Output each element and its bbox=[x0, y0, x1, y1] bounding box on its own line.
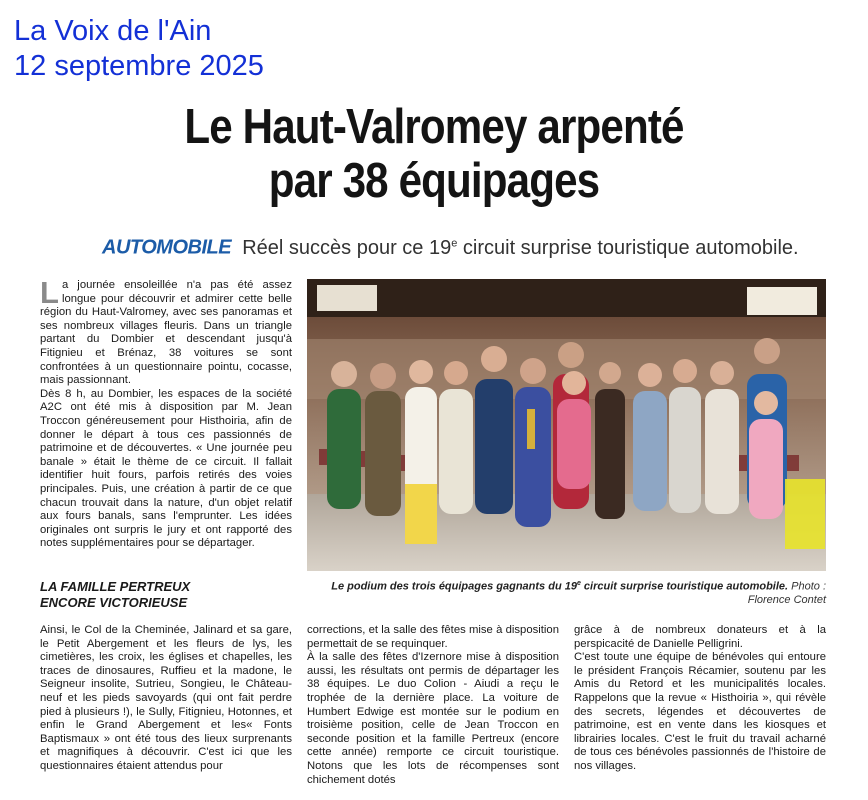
column-2-paragraph-1: corrections, et la salle des fêtes mise à disposition permettait de se requinquer. bbox=[307, 624, 559, 650]
headline-line-2: par 38 équipages bbox=[268, 154, 600, 208]
intro-column bbox=[40, 275, 292, 551]
headline-line-1: Le Haut-Valromey arpenté bbox=[184, 100, 684, 154]
subtitle bbox=[237, 237, 799, 259]
paragraph-2: Dès 8 h, au Dombier, les espaces de la société A2C ont été mis à disposition par M. Jean Troccon généreusement pour Histhoiria, afin de donner le départ à tous ces passionnés de patrimoine et de découvertes. « Une journée peu banale » était le thème de ce circuit. Il fallait identifier huit fours, parfois retirés des voies principales. Puis, une création à partir de ce que chacun trouvait dans la nature, d'un objet relatif aux fours banals, sans l'emprunter. Les idées originales ont surpris le jury et ont rapporté des notes supplémentaires pour se départager. bbox=[40, 387, 292, 550]
column-3-paragraph-2: C'est toute une équipe de bénévoles qui entoure le président François Récamier, soutenu par les Amis du Retord et les municipalités locales. Rappelons que la revue « Histhoiria », qui révèle des secrets, légendes et découvertes de patrimoine, est en vente dans les kiosques et librairies locales. C'est le fruit du travail acharné de tous ces bénévoles passionnés de l'histoire de nos villages. bbox=[574, 651, 826, 772]
section-title-line-1: LA FAMILLE PERTREUX bbox=[40, 579, 191, 594]
group-photo bbox=[307, 279, 826, 571]
caption-credit-name: Florence Contet bbox=[747, 593, 826, 606]
column-2-paragraph-2: À la salle des fêtes d'Izernore mise à disposition aussi, les résultats ont permis de départager les 38 équipes. Le duo Colion - Aiudi a reçu le trophée de la dernière place. La voiture de Humbert Edwige est montée sur le podium en troisième position, celle de Jean Troccon en seconde position et la famille Pertreux (encore cette année) remporte ce circuit touristique. Notons que les lots de récompenses sont chichement dotés bbox=[307, 651, 559, 786]
caption-sup: e bbox=[576, 580, 581, 587]
caption-text-end: circuit surprise touristique automobile. bbox=[580, 580, 789, 593]
rubric-label: AUTOMOBILE bbox=[102, 236, 232, 259]
publication-name: La Voix de l'Ain bbox=[14, 15, 212, 47]
column-3-paragraph-1: grâce à de nombreux donateurs et à la perspicacité de Danielle Pelligrini. bbox=[574, 624, 826, 650]
photo-caption bbox=[307, 577, 826, 607]
source-label bbox=[14, 14, 264, 84]
caption-credit-prefix: Photo : bbox=[791, 580, 826, 593]
subhead bbox=[102, 231, 799, 260]
subtitle-start: Réel succès pour ce 19 bbox=[242, 236, 452, 259]
article-column-1 bbox=[40, 624, 292, 774]
caption-text-start: Le podium des trois équipages gagnants du 19 bbox=[331, 580, 577, 593]
publication-date: 12 septembre 2025 bbox=[14, 50, 264, 82]
subtitle-sup: e bbox=[451, 237, 458, 249]
intro-paragraph: a journée ensoleillée n'a pas été assez longue pour découvrir et admirer cette belle région du Haut-Valromey, avec ses panoramas et ses nombreux villages fleuris. Dans un triangle partant du Dombier et descendant jusqu'à Fitignieu et Brénaz, 38 voitures se sont confrontées à un questionnaire pointu, cocasse, mais passionnant. bbox=[40, 279, 292, 387]
drop-cap: L bbox=[40, 275, 59, 310]
section-title bbox=[40, 579, 190, 611]
subtitle-end: circuit surprise touristique automobile. bbox=[457, 236, 799, 259]
page-title bbox=[61, 100, 807, 208]
article-column-2 bbox=[307, 624, 559, 787]
column-1-paragraph: Ainsi, le Col de la Cheminée, Jalinard et sa gare, le Petit Abergement et les fleurs de lys, les cimetières, les croix, les églises et chapelles, les traces de dinosaures, Ruffieu et la madone, le Seigneur insolite, Sutrieu, Songieu, le Château-neuf et les pieds savoyards (qui ont fait perdre pied à plusieurs !), le Sully, Fitignieu, Hotonnes, et enfin le Grand Abergement et les« Fonts Baptismaux » ont été tous des lieux surprenants et magnifiques à découvrir. C'est ici que les questionnaires étaient attendus pour bbox=[40, 624, 292, 772]
article-column-3 bbox=[574, 624, 826, 774]
section-title-line-2: ENCORE VICTORIEUSE bbox=[40, 595, 188, 610]
